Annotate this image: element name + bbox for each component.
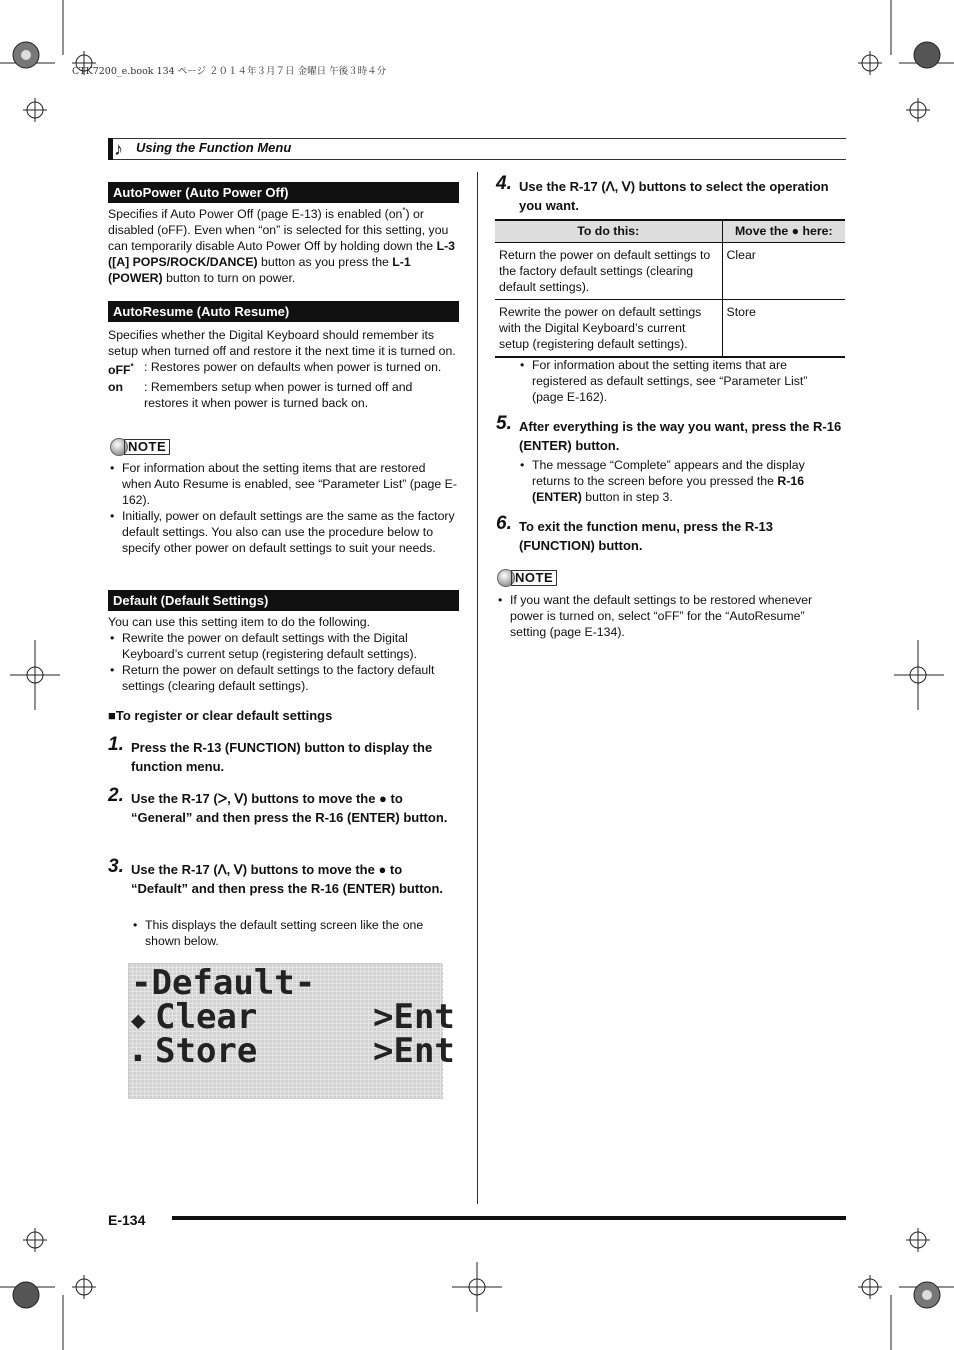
autoresume-body: Specifies whether the Digital Keyboard should remember its setup when turned off and restore it the next time it is turned on. oFF* : Restores power on defaults when power is turned on. on : Remembers setup when power is turned off and restores it when power is turned back on. [108,328,456,411]
reg-target-icon [906,98,930,122]
reg-target-icon [72,1275,96,1299]
reg-target-icon [858,51,882,75]
note-badge: NOTE [110,438,170,456]
lcd-dot-icon: ▪ [133,1047,143,1066]
column-divider [477,172,478,1204]
heading-default: Default (Default Settings) [108,590,459,611]
reg-target-icon [858,1275,882,1299]
list-item: • Rewrite the power on default settings with the Digital Keyboard’s current setup (registering default settings). [108,630,458,662]
list-item: • If you want the default settings to be restored whenever power is turned on, select “oFF” for the “AutoResume” setting (page E-134). [496,592,830,640]
reg-target-icon [10,640,60,710]
table-header: To do this: [495,220,722,242]
lcd-display [128,963,455,1099]
subheading: ■To register or clear default settings [108,708,333,723]
heading-autoresume: AutoResume (Auto Resume) [108,301,459,322]
list-item: • Return the power on default settings to the factory default settings (clearing default settings). [108,662,458,694]
function-table [495,219,845,358]
section-title-bar [108,138,846,160]
step-3-note: • This displays the default setting screen like the one shown below. [131,917,451,949]
music-note-icon: ♪ [114,139,123,159]
step-4: 4. Use the R-17 (ᐱ, ᐯ) buttons to select the operation you want. [496,173,829,213]
note-badge: NOTE [497,569,557,587]
table-row: Rewrite the power on default settings with the Digital Keyboard’s current setup (registering default settings). Store [495,299,845,357]
page-number: E-134 [108,1212,146,1228]
lcd-line-2: Clear [155,997,258,1037]
reg-target-icon [906,1228,930,1252]
lcd-pixels [129,963,455,1100]
step-2: 2. Use the R-17 (ᐳ, ᐯ) buttons to move the ● to “General” and then press the R-16 (ENTER) button. [108,785,448,825]
step-3: 3. Use the R-17 (ᐱ, ᐯ) buttons to move the ● to “Default” and then press the R-16 (ENTER) button. [108,856,444,896]
section-title: Using the Function Menu [136,140,292,155]
autopower-body: Specifies if Auto Power Off (page E-13) is enabled (on*) or disabled (oFF). Even when “on” is selected for this setting, you can temporarily disable Auto Power Off by holding down the L-3 ([A] POPS/ROCK/DANCE) button as you press the L-1 (POWER) button to turn on power. [108,206,456,286]
color-wheel-icon [914,42,940,68]
note2-list [496,592,830,640]
print-header: CTK7200_e.book 134 ページ ２０１４年３月７日 金曜日 午後３時４分 [72,66,387,77]
reg-target-icon [452,1262,502,1312]
color-wheel-icon [13,1282,39,1308]
table-note: • For information about the setting items that are registered as default settings, see “Parameter List” (page E-162). [518,357,828,405]
step-6: 6. To exit the function menu, press the R-13 (FUNCTION) button. [496,513,774,553]
lcd-line-3-right: >Ent [373,1031,455,1071]
title-marker [108,138,113,160]
note1-list [108,460,458,556]
footer-rule [172,1216,846,1220]
color-wheel-icon [13,42,39,68]
step-5-note: • The message “Complete” appears and the display returns to the screen before you pressed the R-16 (ENTER) button in step 3. [518,457,818,505]
reg-target-icon [894,640,944,710]
heading-autopower: AutoPower (Auto Power Off) [108,182,459,203]
list-item: • Initially, power on default settings are the same as the factory default settings. You also can use the procedure below to specify other power on default settings to suit your needs. [108,508,458,556]
lcd-line-1: -Default- [131,963,316,1003]
list-item: • For information about the setting items that are restored when Auto Resume is enabled, see “Parameter List” (page E-162). [108,460,458,508]
lcd-line-2-right: >Ent [373,997,455,1037]
default-body: You can use this setting item to do the following. • Rewrite the power on default settings with the Digital Keyboard’s current setup (registering default settings). • Return the power on default settings to the factory default settings (clearing default settings). [108,614,458,694]
table-header: Move the ● here: [722,220,845,242]
table-row: Return the power on default settings to the factory default settings (clearing default settings). Clear [495,242,845,299]
reg-target-icon [23,1228,47,1252]
lcd-cursor-icon: ◆ [131,1006,146,1034]
step-5: 5. After everything is the way you want, press the R-16 (ENTER) button. [496,413,842,453]
step-1: 1. Press the R-13 (FUNCTION) button to display the function menu. [108,734,433,774]
color-wheel-icon [914,1282,940,1308]
lcd-line-3: Store [155,1031,258,1071]
reg-target-icon [23,98,47,122]
